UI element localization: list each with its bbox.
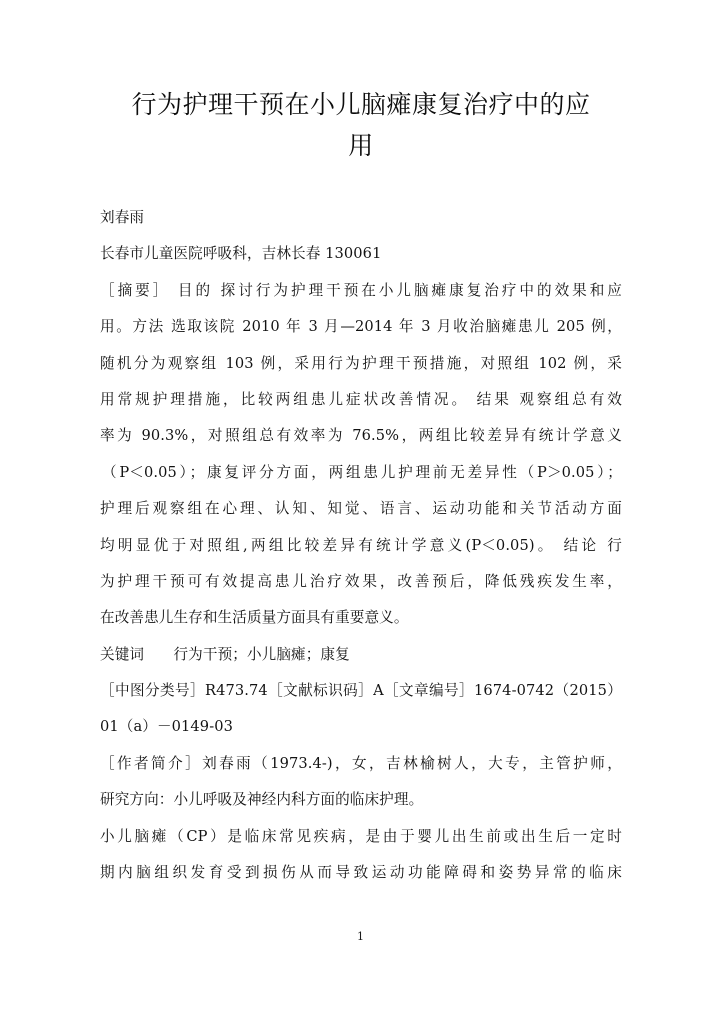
page-title-line-1: 行为护理干预在小儿脑瘫康复治疗中的应 — [131, 90, 591, 119]
keywords-spacer — [144, 646, 173, 663]
abstract-line: 为护理干预可有效提高患儿治疗效果，改善预后，降低残疾发生率， — [100, 572, 622, 590]
introduction-line: 小儿脑瘫（CP）是临床常见疾病，是由于婴儿出生前或出生后一定时 — [100, 827, 622, 845]
page-number: 1 — [357, 930, 364, 943]
keywords-value: 行为干预；小儿脑瘫；康复 — [173, 645, 350, 663]
classification-line: ［中图分类号］R473.74［文献标识码］A［文章编号］1674-0742（2015） — [100, 682, 622, 700]
abstract-line: 用。方法 选取该院 2010 年 3 月—2014 年 3 月收治脑瘫患儿 205 例， — [100, 318, 622, 336]
document-body — [100, 200, 622, 891]
introduction-line: 期内脑组织发育受到损伤从而导致运动功能障碍和姿势异常的临床 — [100, 864, 622, 882]
keywords-row — [100, 637, 622, 673]
abstract-line: ［摘要］ 目的 探讨行为护理干预在小儿脑瘫康复治疗中的效果和应 — [100, 281, 622, 299]
author-affiliation: 长春市儿童医院呼吸科，吉林长春 130061 — [100, 245, 382, 263]
abstract-line: 率为 90.3%，对照组总有效率为 76.5%，两组比较差异有统计学意义 — [100, 427, 622, 445]
abstract-line: 护理后观察组在心理、认知、知觉、语言、运动功能和关节活动方面 — [100, 500, 622, 518]
abstract-line: 随机分为观察组 103 例，采用行为护理干预措施，对照组 102 例，采 — [100, 354, 622, 372]
abstract-line: 在改善患儿生存和生活质量方面具有重要意义。 — [100, 609, 409, 627]
page-title-line-2: 用 — [348, 131, 374, 160]
author-name: 刘春雨 — [100, 209, 145, 226]
keywords-label: 关键词 — [100, 645, 145, 663]
author-bio-line: 研究方向：小儿呼吸及神经内科方面的临床护理。 — [100, 791, 424, 809]
abstract-line: 用常规护理措施，比较两组患儿症状改善情况。 结果 观察组总有效 — [100, 390, 622, 408]
page-title — [96, 84, 626, 166]
author-bio-line: ［作者简介］刘春雨（1973.4-)，女，吉林榆树人，大专，主管护师， — [100, 754, 622, 772]
abstract-line: 均明显优于对照组,两组比较差异有统计学意义(P＜0.05)。 结论 行 — [100, 536, 622, 554]
abstract-line: （P＜0.05）；康复评分方面，两组患儿护理前无差异性（P＞0.05）； — [102, 463, 622, 481]
classification-line: 01（a）－0149-03 — [100, 718, 233, 736]
